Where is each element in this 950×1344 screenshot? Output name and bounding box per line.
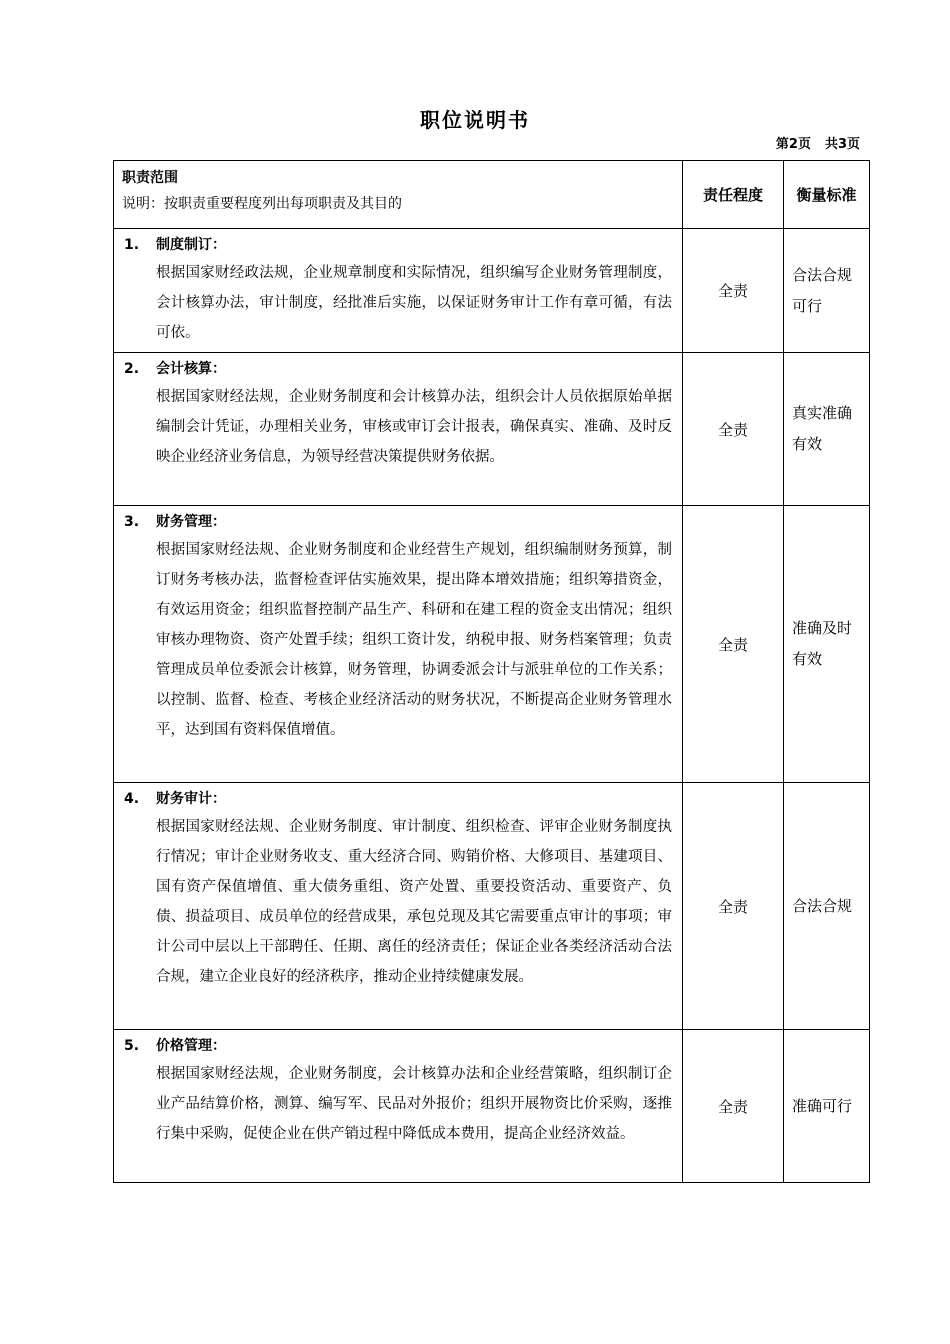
duty-cell — [114, 1030, 683, 1183]
table-row — [114, 353, 870, 506]
responsibility-cell: 全责 — [683, 353, 784, 506]
page-indicator — [776, 133, 860, 152]
duty-heading — [124, 1034, 672, 1059]
document-title: 职位说明书 — [420, 108, 530, 132]
duty-cell — [114, 353, 683, 506]
duty-number: 4. — [124, 791, 140, 807]
duty-title: 财务审计： — [156, 791, 226, 807]
table-header-row — [114, 161, 870, 229]
duty-description: 根据国家财经法规，企业财务制度，会计核算办法和企业经营策略，组织制订企业产品结算价格，测算、编写军、民品对外报价；组织开展物资比价采购，逐推行集中采购，促使企业在供产销过程中降低成本费用，提高企业经济效益。 — [156, 1066, 672, 1142]
section-title: 职责范围 — [122, 170, 178, 186]
duty-cell — [114, 229, 683, 353]
duty-description: 根据国家财经法规、企业财务制度和企业经营生产规划，组织编制财务预算，制订财务考核办法，监督检查评估实施效果，提出降本增效措施；组织筹措资金，有效运用资金；组织监督控制产品生产、科研和在建工程的资金支出情况；组织审核办理物资、资产处置手续；组织工资计发，纳税申报、财务档案管理；负责管理成员单位委派会计核算，财务管理，协调委派会计与派驻单位的工作关系；以控制、监督、检查、考核企业经济活动的财务状况，不断提高企业财务管理水平，达到国有资料保值增值。 — [156, 542, 672, 738]
table-row — [114, 1030, 870, 1183]
table-row — [114, 506, 870, 783]
duty-number: 1. — [124, 237, 140, 253]
duty-description: 根据国家财经政法规，企业规章制度和实际情况，组织编写企业财务管理制度，会计核算办法，审计制度，经批准后实施，以保证财务审计工作有章可循，有法可依。 — [156, 265, 672, 341]
page-total: 共3页 — [824, 137, 860, 152]
duty-heading — [124, 510, 672, 535]
page-current: 第2页 — [775, 137, 811, 152]
duty-number: 5. — [124, 1038, 140, 1054]
duty-cell — [114, 506, 683, 783]
duty-heading — [124, 787, 672, 812]
duty-title: 会计核算： — [156, 361, 226, 377]
section-note: 说明：按职责重要程度列出每项职责及其目的 — [122, 196, 402, 212]
duty-title: 制度制订： — [156, 237, 226, 253]
duty-heading — [124, 233, 672, 258]
duty-description: 根据国家财经法规、企业财务制度、审计制度、组织检查、评审企业财务制度执行情况；审计企业财务收支、重大经济合同、购销价格、大修项目、基建项目、国有资产保值增值、重大债务重组、资产处置、重要投资活动、重要资产、负债、损益项目、成员单位的经营成果，承包兑现及其它需要重点审计的事项；审计公司中层以上干部聘任、任期、离任的经济责任；保证企业各类经济活动合法合规，建立企业良好的经济秩序，推动企业持续健康发展。 — [156, 819, 672, 985]
measure-cell: 合法合规可行 — [784, 229, 870, 353]
responsibility-cell: 全责 — [683, 506, 784, 783]
duty-cell — [114, 783, 683, 1030]
duty-heading — [124, 357, 672, 382]
responsibility-cell: 全责 — [683, 1030, 784, 1183]
header-duties-scope — [114, 161, 683, 229]
measure-cell: 准确可行 — [784, 1030, 870, 1183]
duty-title: 财务管理： — [156, 514, 226, 530]
measure-cell: 合法合规 — [784, 783, 870, 1030]
duty-number: 2. — [124, 361, 140, 377]
duties-table — [113, 160, 870, 1183]
table-row — [114, 783, 870, 1030]
measure-cell: 真实准确有效 — [784, 353, 870, 506]
duty-number: 3. — [124, 514, 140, 530]
duty-title: 价格管理： — [156, 1038, 226, 1054]
measure-cell: 准确及时有效 — [784, 506, 870, 783]
table-row — [114, 229, 870, 353]
responsibility-cell: 全责 — [683, 783, 784, 1030]
header-measure: 衡量标准 — [784, 161, 870, 229]
responsibility-cell: 全责 — [683, 229, 784, 353]
duty-description: 根据国家财经法规，企业财务制度和会计核算办法，组织会计人员依据原始单据编制会计凭证，办理相关业务，审核或审订会计报表，确保真实、准确、及时反映企业经济业务信息，为领导经营决策提供财务依据。 — [156, 389, 672, 465]
header-responsibility: 责任程度 — [683, 161, 784, 229]
